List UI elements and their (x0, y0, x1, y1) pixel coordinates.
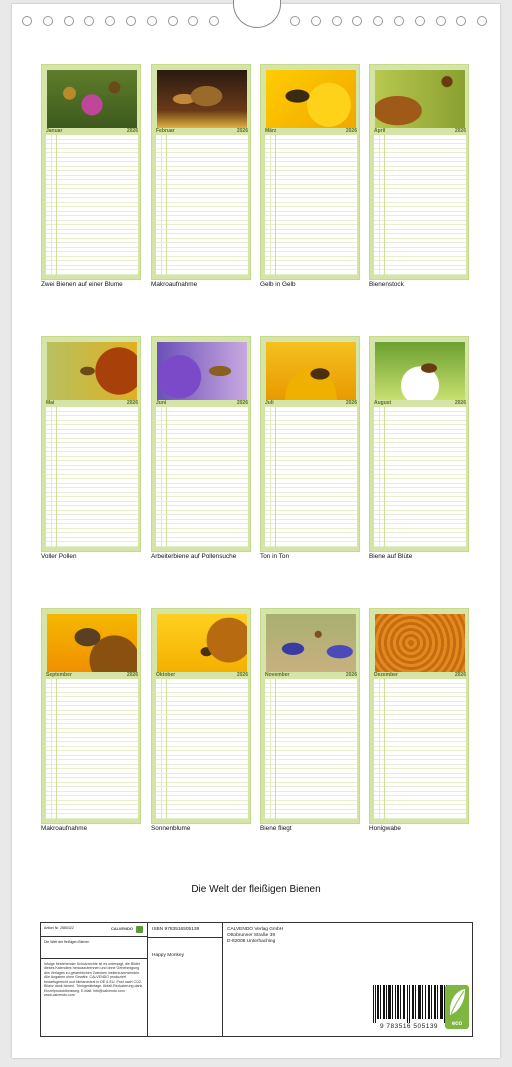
photo-macro-bee (157, 70, 247, 128)
month-card-mai (41, 336, 141, 552)
photo-sunflower (157, 614, 247, 672)
photo-yellow-on-yellow (266, 70, 356, 128)
legal-text: Infolge bestehender Schutzrechte ist es untersagt, die Bilder dieses Kalenders herauszutrennen und ohne Genehmigung des Verlages zu gewerblichen Zwecken weiterzuverwenden. Alle Angaben ohne Gewähr. CALVENDO produziert bedarfsgerecht und klimaneutral in DE & EU. Post nach CO2-Bilanz dank bioverl. Trinkgerätetage. Abfall-Reduzierung dank Einzelproduktionsweg. E-Mail: info@calvendo.com · www.calvendo.com (44, 962, 143, 998)
imprint-left-column (41, 923, 148, 1036)
month-card-juni (151, 336, 251, 552)
title-row: Die Welt der fleißigen Bienen (41, 937, 147, 959)
month-card-maerz (260, 64, 360, 280)
month-name: Januar (46, 128, 63, 134)
caption-oktober: Sonnenblume (151, 825, 191, 832)
author: Happy Monkey (152, 953, 184, 958)
publisher-street: Ottobrunner Straße 39 (227, 932, 275, 938)
calvendo-logo: CALVENDO (110, 926, 133, 931)
calendar-title: Die Welt der fleißigen Bienen (191, 884, 321, 895)
hanger-cutout (233, 0, 281, 28)
month-name: Juli (265, 400, 274, 406)
month-name: Dezember (374, 672, 398, 678)
isbn: ISBN 9783516505139 (152, 927, 200, 932)
photo-honeycomb (375, 614, 465, 672)
month-name: Juni (156, 400, 167, 406)
day-grid (265, 679, 357, 819)
barcode-number: 9 783516 505139 (379, 1023, 439, 1030)
photo-pollen-bee (47, 342, 137, 400)
caption-august: Biene auf Blüte (369, 553, 413, 560)
binding-holes-left (22, 16, 230, 30)
caption-maerz: Gelb in Gelb (260, 281, 296, 288)
month-name: August (374, 400, 392, 406)
caption-april: Bienenstock (369, 281, 404, 288)
publisher-name: CALVENDO Verlag GmbH (227, 927, 284, 932)
month-card-april (369, 64, 469, 280)
day-grid (156, 679, 248, 819)
barcode-graphic (373, 985, 447, 1023)
month-year: 2026 (126, 128, 138, 134)
day-grid (265, 407, 357, 547)
day-grid (46, 135, 138, 275)
caption-mai: Voller Pollen (41, 553, 77, 560)
day-grid (374, 679, 466, 819)
month-card-januar (41, 64, 141, 280)
photo-macro-sunflower (47, 614, 137, 672)
month-year: 2026 (126, 400, 138, 406)
eco-badge (445, 985, 469, 1029)
month-name: Oktober (156, 672, 176, 678)
day-grid (374, 407, 466, 547)
imprint-box (40, 922, 473, 1037)
photo-bees-on-flower (47, 70, 137, 128)
month-name: September (46, 672, 72, 678)
month-year: 2026 (236, 128, 248, 134)
caption-juni: Arbeiterbiene auf Pollensuche (151, 553, 237, 560)
month-card-september (41, 608, 141, 824)
day-grid (46, 407, 138, 547)
caption-dezember: Honigwabe (369, 825, 401, 832)
month-card-august (369, 336, 469, 552)
month-name: April (374, 128, 386, 134)
month-year: 2026 (454, 128, 466, 134)
month-year: 2026 (126, 672, 138, 678)
barcode-column (333, 923, 474, 1036)
caption-februar: Makroaufnahme (151, 281, 198, 288)
month-name: März (265, 128, 277, 134)
month-year: 2026 (345, 128, 357, 134)
month-year: 2026 (454, 672, 466, 678)
month-name: November (265, 672, 290, 678)
isbn-column (148, 923, 223, 1036)
photo-bee-flying (266, 614, 356, 672)
photo-tone-in-tone (266, 342, 356, 400)
month-year: 2026 (345, 400, 357, 406)
eco-label: eco (451, 1021, 463, 1027)
photo-beehive (375, 70, 465, 128)
caption-juli: Ton in Ton (260, 553, 290, 560)
month-card-juli (260, 336, 360, 552)
month-card-november (260, 608, 360, 824)
day-grid (156, 135, 248, 275)
month-name: Mai (46, 400, 55, 406)
month-year: 2026 (345, 672, 357, 678)
day-grid (265, 135, 357, 275)
article-number: Artikel Nr. 2580422 (44, 926, 74, 930)
day-grid (46, 679, 138, 819)
photo-worker-bee-lavender (157, 342, 247, 400)
caption-januar: Zwei Bienen auf einer Blume (41, 281, 123, 288)
month-year: 2026 (236, 400, 248, 406)
month-card-oktober (151, 608, 251, 824)
article-number-row (41, 923, 147, 937)
caption-september: Makroaufnahme (41, 825, 88, 832)
publisher-city: D-82008 Unterhaching (227, 938, 276, 944)
month-name: Februar (156, 128, 175, 134)
month-card-februar (151, 64, 251, 280)
leaf-icon (445, 985, 469, 1019)
month-year: 2026 (236, 672, 248, 678)
day-grid (374, 135, 466, 275)
binding-holes-right (290, 16, 498, 30)
day-grid (156, 407, 248, 547)
caption-november: Biene fliegt (260, 825, 292, 832)
photo-bee-on-blossom (375, 342, 465, 400)
month-year: 2026 (454, 400, 466, 406)
month-card-dezember (369, 608, 469, 824)
publisher-column (223, 923, 333, 1036)
calvendo-logo-mark (136, 926, 143, 933)
